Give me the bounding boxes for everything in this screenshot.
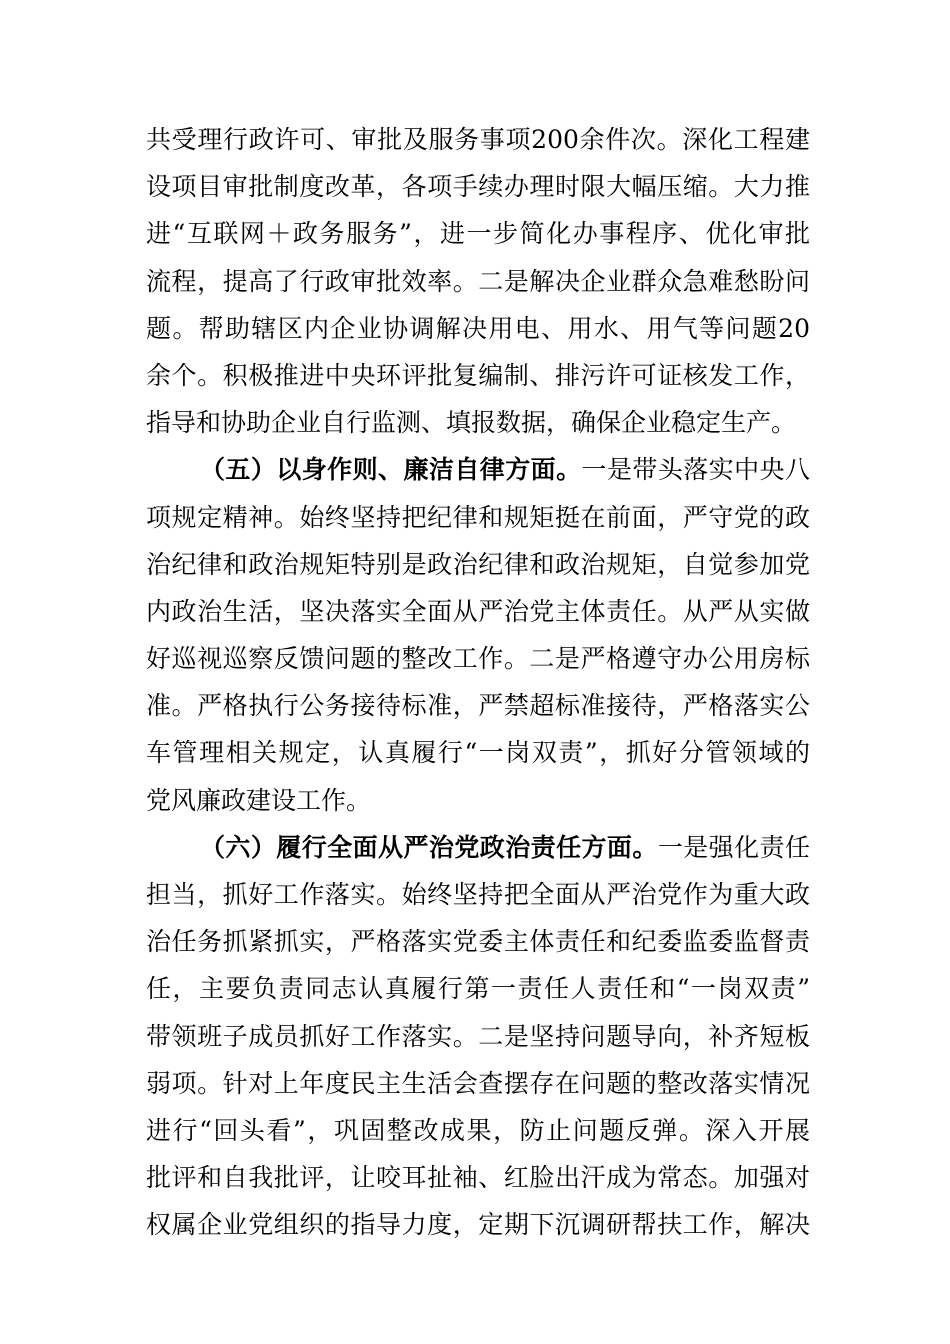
section-6-first-line [146, 824, 810, 871]
text-line: 任，主要负责同志认真履行第一责任人责任和“一岗双责” [146, 974, 810, 1004]
text-line: 余个。积极推进中央环评批复编制、排污许可证核发工作， [146, 360, 810, 390]
text-line: 党风廉政建设工作。 [146, 785, 372, 815]
section-5-heading: （五）以身作则、廉洁自律方面。 [200, 455, 582, 485]
section-5-first-line [146, 446, 810, 493]
text-line: 进“互联网＋政务服务”，进一步简化办事程序、优化审批 [146, 219, 810, 249]
text-line: 准。严格执行公务接待标准，严禁超标准接待，严格落实公 [146, 691, 810, 721]
text-line: 权属企业党组织的指导力度，定期下沉调研帮扶工作，解决 [146, 1210, 810, 1240]
text-line: 共受理行政许可、审批及服务事项200余件次。深化工程建 [146, 125, 810, 154]
section-6-heading: （六）履行全面从严治党政治责任方面。 [200, 832, 658, 862]
text-line: 治任务抓紧抓实，严格落实党委主体责任和纪委监委监督责 [146, 927, 810, 957]
section-6-first-line-text: 一是强化责任 [657, 832, 810, 862]
text-line: 担当，抓好工作落实。始终坚持把全面从严治党作为重大政 [146, 880, 810, 909]
text-line: 内政治生活，坚决落实全面从严治党主体责任。从严从实做 [146, 596, 810, 626]
text-line: 题。帮助辖区内企业协调解决用电、用水、用气等问题20 [146, 313, 810, 343]
text-line: 流程，提高了行政审批效率。二是解决企业群众急难愁盼问 [146, 266, 810, 296]
text-line: 进行“回头看”，巩固整改成果，防止问题反弹。深入开展 [146, 1115, 810, 1145]
text-line: 指导和协助企业自行监测、填报数据，确保企业稳定生产。 [146, 408, 797, 438]
text-line: 好巡视巡察反馈问题的整改工作。二是严格遵守办公用房标 [146, 644, 810, 674]
document-body [146, 116, 810, 1249]
section-5-first-line-text: 一是带头落实中央八 [581, 455, 810, 485]
text-line: 设项目审批制度改革，各项手续办理时限大幅压缩。大力推 [146, 172, 810, 202]
text-line: 批评和自我批评，让咬耳扯袖、红脸出汗成为常态。加强对 [146, 1163, 810, 1193]
text-line: 治纪律和政治规矩特别是政治纪律和政治规矩，自觉参加党 [146, 549, 810, 579]
text-line: 带领班子成员抓好工作落实。二是坚持问题导向，补齐短板 [146, 1021, 810, 1051]
text-line: 弱项。针对上年度民主生活会查摆存在问题的整改落实情况 [146, 1068, 810, 1098]
text-line: 项规定精神。始终坚持把纪律和规矩挺在前面，严守党的政 [146, 502, 810, 532]
text-line: 车管理相关规定，认真履行“一岗双责”，抓好分管领域的 [146, 738, 810, 768]
